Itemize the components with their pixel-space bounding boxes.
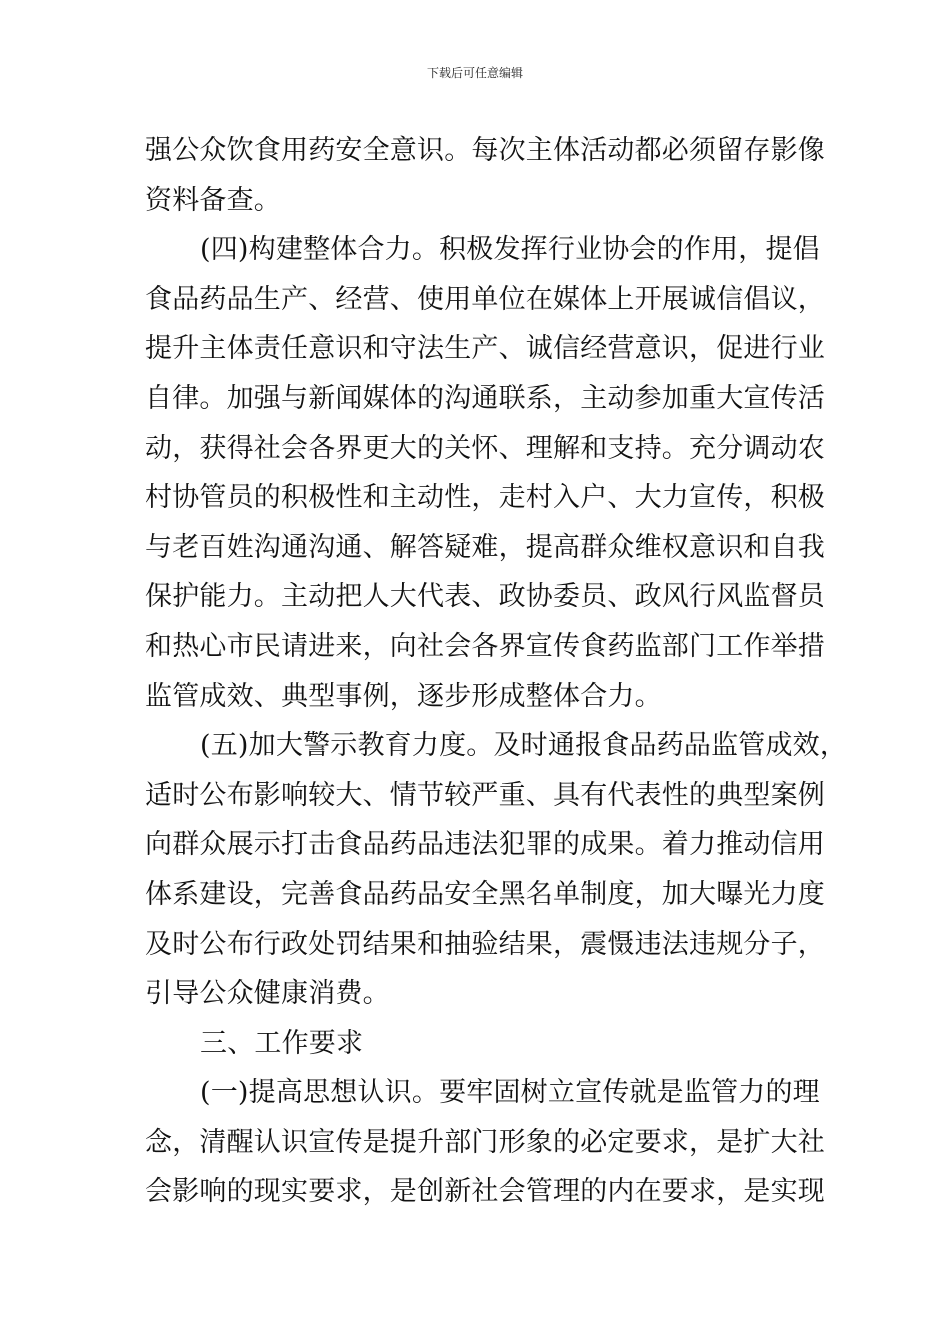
text-line: 与老百姓沟通沟通、解答疑难，提高群众维权意识和自我 [145,531,825,563]
text-line: 强公众饮食用药安全意识。每次主体活动都必须留存影像 [145,135,825,166]
text-line: 引导公众健康消费。 [145,978,390,1010]
text-line: (四)构建整体合力。积极发挥行业协会的作用，提倡 [200,234,820,266]
text-line: 村协管员的积极性和主动性，走村入户、大力宣传，积极 [145,482,825,514]
text-line: 保护能力。主动把人大代表、政协委员、政风行风监督员 [145,581,825,613]
text-line: 提升主体责任意识和守法生产、诚信经营意识，促进行业 [145,333,825,365]
text-line: (一)提高思想认识。要牢固树立宣传就是监管力的理 [200,1077,820,1109]
text-line: 和热心市民请进来，向社会各界宣传食药监部门工作举措 [145,630,825,662]
text-line: 三、工作要求 [200,1027,364,1059]
text-line: (五)加大警示教育力度。及时通报食品药品监管成效， [200,730,848,762]
document-body [145,126,848,1217]
text-line: 动，获得社会各界更大的关怀、理解和支持。充分调动农 [145,432,825,464]
text-line: 监管成效、典型事例，逐步形成整体合力。 [145,680,662,712]
text-line: 资料备查。 [145,184,281,216]
text-line: 适时公布影响较大、情节较严重、具有代表性的典型案例 [145,779,825,811]
text-line: 念，清醒认识宣传是提升部门形象的必定要求，是扩大社 [145,1126,825,1158]
text-line: 食品药品生产、经营、使用单位在媒体上开展诚信倡议， [145,283,825,315]
text-line: 体系建设，完善食品药品安全黑名单制度，加大曝光力度 [145,878,825,910]
text-line: 自律。加强与新闻媒体的沟通联系，主动参加重大宣传活 [145,382,825,414]
text-line: 向群众展示打击食品药品违法犯罪的成果。着力推动信用 [145,829,825,861]
page-header: 下载后可任意编辑 [426,66,523,80]
text-line: 会影响的现实要求，是创新社会管理的内在要求，是实现 [145,1176,825,1208]
text-line: 及时公布行政处罚结果和抽验结果，震慑违法违规分子， [145,928,825,960]
